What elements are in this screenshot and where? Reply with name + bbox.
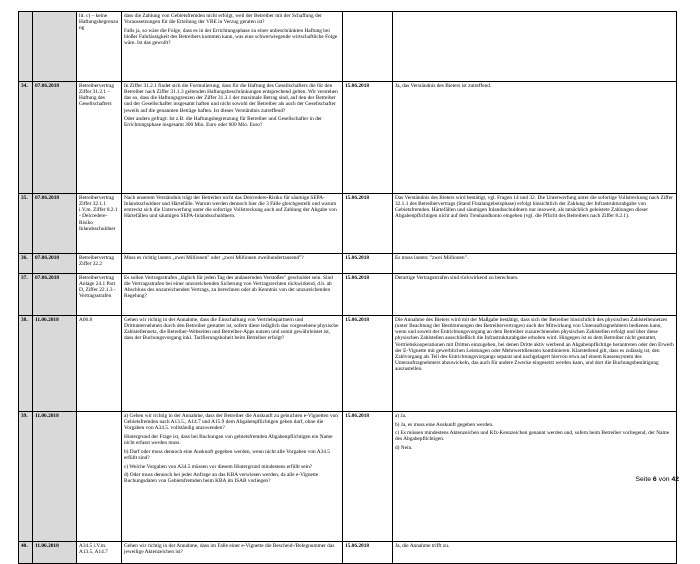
- table-row: [19, 542, 677, 564]
- footer-current-page: 6: [652, 476, 657, 483]
- row-number: [19, 12, 33, 82]
- answer-date: 15.06.2018: [343, 412, 393, 542]
- question-date: 11.06.2018: [33, 412, 77, 542]
- answer-text-paragraph: a) Ja.: [395, 413, 407, 419]
- answer-text-paragraph: Es muss lauten: "zwei Millionen".: [395, 255, 469, 261]
- page-footer: [636, 476, 679, 484]
- answer-date: [343, 12, 393, 82]
- answer-date: 15.06.2018: [343, 254, 393, 274]
- footer-total-pages: 42: [671, 476, 679, 483]
- row-number: 34.: [19, 82, 33, 194]
- question-text: [122, 412, 343, 542]
- answer-text-paragraph: Ja, das Verständnis des Bieters ist zutreffend.: [395, 83, 492, 89]
- question-text-paragraph: dass die Zahlung von Gebietsfremden nicht erfolgt, weil der Betreiber mit der Schaffung der Voraussetzungen für die Erteilung der VBE in Verzug geraten ist?: [124, 13, 322, 26]
- document-reference: Betreibervertrag Ziffer 31.2.1 – Haftung des Gesellschafters: [77, 82, 122, 194]
- row-number: 38.: [19, 316, 33, 412]
- answer-text: [393, 274, 677, 316]
- question-date: 07.06.2018: [33, 194, 77, 254]
- answer-text: [393, 194, 677, 254]
- footer-prefix: Seite: [635, 476, 652, 483]
- answer-text: [393, 542, 677, 564]
- answer-text-paragraph: b) Ja, es muss eine Auskunft gegeben werden.: [395, 421, 494, 428]
- row-number: 39.: [19, 412, 33, 542]
- question-text-paragraph: Hintergrund der Frage ist, dass bei Buchungen von gebietsfremden Abgabenpflichtigen ein Name nicht erfasst werden muss.: [124, 433, 333, 447]
- qa-table: [18, 11, 677, 564]
- answer-text: [393, 12, 677, 82]
- answer-text: [393, 254, 677, 274]
- document-reference: Betreibervertrag Anlage 24.1 Part D, Ziffer 22.1.3 - Vertragsstrafen: [77, 274, 122, 316]
- question-text-paragraph: Oder anders gefragt: Ist z.B. die Haftungsbegrenzung für Betreiber und Gesellschafter in der Errichtungsphase insgesamt 300 Mio. Euro oder 600 Mio. Euro?: [124, 116, 322, 129]
- document-reference: [77, 412, 122, 542]
- answer-date: 15.06.2018: [343, 194, 393, 254]
- table-row: [19, 194, 677, 254]
- question-text-paragraph: d) Oder muss dennoch bei jeder Anfrage an das KBA verwiesen werden, da alle e-Vignette Buchungsdaten von Gebietsfremden beim KBA im ISAR vorliegen?: [124, 472, 319, 485]
- document-reference: A34.5 i.V.m. A13.5, A14.7: [77, 542, 122, 564]
- qa-table-body: [19, 12, 677, 564]
- row-number: 36.: [19, 254, 33, 274]
- question-text: [122, 274, 343, 316]
- row-number: 40.: [19, 542, 33, 564]
- question-text: [122, 12, 343, 82]
- table-row: [19, 254, 677, 274]
- document-reference: lit. c) – keine Haftungsbegrenzung: [77, 12, 122, 82]
- question-text-paragraph: b) Darf oder muss dennoch eine Auskunft gegeben werden, wenn nicht alle Vorgaben von A34.5 erfüllt sind?: [124, 448, 330, 461]
- question-date: 11.06.2018: [33, 542, 77, 564]
- question-text: [122, 254, 343, 274]
- question-text-paragraph: Gehen wir richtig in der Annahme, dass im Falle einer e-Vignette die Bescheid-/Belegnummer das jeweilige Aktenzeichen ist?: [124, 543, 335, 556]
- question-date: [33, 12, 77, 82]
- table-row: [19, 412, 677, 542]
- question-text-paragraph: Gehen wir richtig in der Annahme, dass die Einschaltung von Vertriebspartnern und Drittunternehmen durch den Betreiber gestattet ist, sofern diese lediglich das vorgesehene physische Zahlstellennetz, die Betreiber-Webseiten und Betreiber-Apps nutzen und somit gewährleistet ist, dass der Buchungsvorgang inkl. Tarifierungshoheit beim Betreiber erfolgt?: [124, 317, 339, 342]
- answer-date: 15.06.2018: [343, 274, 393, 316]
- question-text: [122, 316, 343, 412]
- answer-text-paragraph: Ja, die Annahme trifft zu.: [395, 543, 450, 549]
- answer-text-paragraph: Derartige Vertragsstrafen sind rückwirkend zu berechnen.: [395, 275, 519, 281]
- question-date: 07.06.2018: [33, 274, 77, 316]
- answer-text-paragraph: Die Annahme des Bieters wird mit der Maßgabe bestätigt, dass sich der Betreiber hinsichtlich des physischen Zahlstellennetzes (unter Beachtung der Bestimmungen des Betreibervertrages) auch der Mitwirkung von Unterauftragnehmern bedienen kann, wenn und soweit der Entrichtungsvorgang an dem Betreiber zuzurechnenden physischen Zahlstellen erfolgt und über diese physischen Zahlstellen ausschließlich die Infrastrukturabgabe erhoben wird. Hingegen ist es dem Betreiber nicht gestattet, Vertriebskooperationen mit Dritten einzugehen, bei denen Dritte aktiv werbend an Abgabenpflichtige herantreten oder den Erwerb der E-Vignette mit gewerblichen Leistungen oder Mehrwertdiensten kombinieren. Klarstellend gilt, dass es zulässig ist, den Zahlvorgang als Teil des Entrichtungsvorgangs separat und nachgelagert hiervon etwa auf einem Kassensystem des Unterauftragnehmers abzuwickeln, das auch für andere Zwecke eingesetzt werden kann, und dort die Buchungsbestätigung auszustellen.: [395, 317, 674, 373]
- answer-text-paragraph: c) Es müssen mindestens Aktenzeichen und Kfz-Kennzeichen genannt werden und, sofern beim Betreiber vorliegend, der Name des Abgabepflichtigen.: [395, 430, 670, 443]
- document-reference: Betreibervertrag Ziffer 32.2: [77, 254, 122, 274]
- answer-text-paragraph: Das Verständnis des Bieters wird bestätigt, vgl. Fragen 14 und 32. Die Unterwerfung unter die sofortige Vollstreckung nach Ziffer 32.1.1 des Betreibervertrags (Stand Finalangebotsphase) erfolgt hinsichtlich der Zahlung der Infrastrukturabgabe von Gebietsfremden. Härtefällen und säumigen Inlandsschuldnern nur insoweit, als tatsächlich geleistete Zahlungen dieser Abgabenpflichtigen nicht auf dem Treuhandkonto eingehen (vgl. die Pflicht des Betreibers nach Ziffer 8.2.1).: [395, 195, 673, 220]
- question-text: [122, 194, 343, 254]
- footer-mid: von: [658, 476, 670, 483]
- table-row: [19, 274, 677, 316]
- question-text-paragraph: In Ziffer 31.2.1 findet sich die Formulierung, dass für die Haftung des Gesellschafters die für den Betreiber nach Ziffer 31.1.3 geltenden Haftungsbeschränkungen entsprechend gelten. Wir verstehen das so, dass die Haftungsgrenzen der Ziffer 31.3.1 der maximale Betrag sind, auf den der Betreiber und der Gesellschafter insgesamt haften und nicht sowohl der Betreiber als auch der Gesellschafter jeweils auf die genannten Beträge haften. Ist dieses Verständnis zutreffend?: [124, 83, 338, 114]
- answer-text: [393, 412, 677, 542]
- answer-text: [393, 316, 677, 412]
- table-row: [19, 316, 677, 412]
- question-text-paragraph: a) Gehen wir richtig in der Annahme, dass der Betreiber die Auskunft zu gebuchten e-Vignetten von Gebietsfremden nach A13.5., A14.7 und A15.9 dem Abgabenpflichtigen geben darf, ohne die Vorgaben von A34.5. vollständig anzuwenden?: [124, 413, 338, 432]
- question-text-paragraph: Es sollen Vertragsstrafen „täglich für jeden Tag des andauernden Verstoßes" geschuldet sein. Sind die Vertragsstrafen bei einer unzureichenden Sicherung von Vertragsrechten rückwirkend, d.h. ab Abschluss des unzureichenden Vertrags, zu berechnen oder ab Kenntnis von der unzureichenden Regelung?: [124, 275, 333, 300]
- question-date: 07.06.2018: [33, 254, 77, 274]
- document-reference: Betreibervertrag Ziffer 32.1.1 i.V.m. Ziffer 8.2.1 - Delcredere-Risiko Inlandsschuldner: [77, 194, 122, 254]
- question-text: [122, 542, 343, 564]
- question-date: 11.06.2018: [33, 316, 77, 412]
- question-text-paragraph: Nach unserem Verständnis trägt der Betreiber nicht das Delcredere-Risiko für säumige SEPA- Inlandsschuldner und Härtefälle. Warum werden dennoch hier die 3 Fälle gleichgestellt und warum erstreckt sich die Unterwerfung unter die sofortige Vollstreckung auch auf Zahlung der Abgabe von Härtefällen und säumigen SEPA-Inlandsschuldnern.: [124, 195, 337, 220]
- table-row: [19, 82, 677, 194]
- answer-date: 15.06.2018: [343, 542, 393, 564]
- question-text: [122, 82, 343, 194]
- row-number: 35.: [19, 194, 33, 254]
- row-number: 37.: [19, 274, 33, 316]
- question-text-paragraph: Falls ja, so wäre die Folge, dass es in der Errichtungsphase zu einer unbeschränkten Haftung bei bloßer Fahrlässigkeit des Betreibers kommen kann, was eine schwerwiegende wirtschaftliche Folge wäre. Ist das gewollt?: [124, 27, 338, 47]
- answer-date: 15.06.2018: [343, 82, 393, 194]
- answer-text-paragraph: d) Nein.: [395, 445, 413, 452]
- answer-date: 15.06.2018: [343, 316, 393, 412]
- document-reference: A06.8: [77, 316, 122, 412]
- question-text-paragraph: c) Welche Vorgaben von A34.5 müssen vor diesem Hintergrund mindestens erfüllt sein?: [124, 463, 313, 470]
- table-row: [19, 12, 677, 82]
- answer-text: [393, 82, 677, 194]
- question-date: 07.06.2018: [33, 82, 77, 194]
- question-text-paragraph: Muss es richtig lauten „zwei Millionen" oder „zwei Millionen zweihundertausend"?: [124, 255, 304, 261]
